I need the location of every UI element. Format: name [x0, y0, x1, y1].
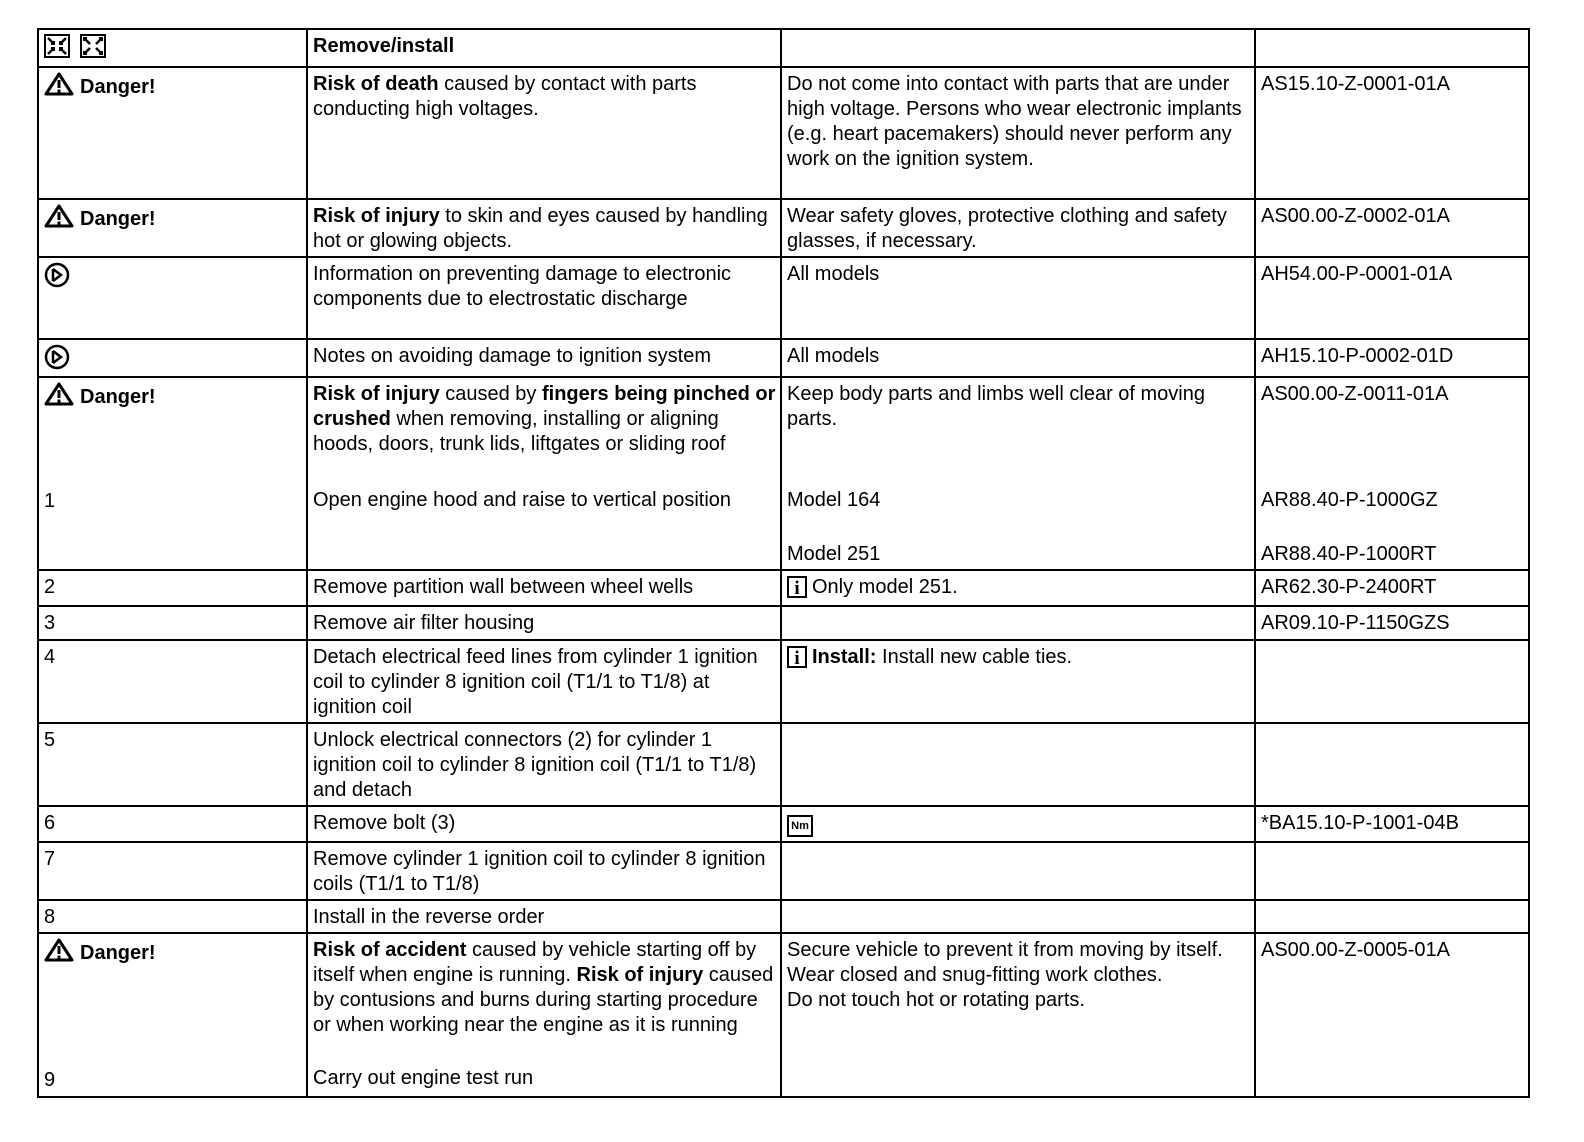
step-row: 8 Install in the reverse order	[38, 900, 1529, 933]
info-row: Notes on avoiding damage to ignition system All models AH15.10-P-0002-01D	[38, 339, 1529, 377]
procedure-table	[37, 28, 1530, 1098]
danger-label: Danger!	[80, 386, 156, 408]
note-cell: Wear safety gloves, protective clothing and safety glasses, if necessary.	[781, 199, 1255, 257]
step-row: 2 Remove partition wall between wheel wells i Only model 251. AR62.30-P-2400RT	[38, 570, 1529, 606]
step-number: 5	[38, 723, 307, 806]
warning-triangle-icon	[44, 204, 74, 228]
header-icons	[38, 29, 307, 67]
info-row: Information on preventing damage to electronic components due to electrostatic discharge All models AH54.00-P-0001-01A	[38, 257, 1529, 339]
warning-triangle-icon	[44, 72, 74, 96]
ref-link[interactable]: AS00.00-Z-0005-01A	[1255, 933, 1529, 1097]
ref-link[interactable]: AR88.40-P-1000RT	[1261, 543, 1437, 565]
danger-step-row: Danger! 9 Risk of accident caused by vehicle starting off by itself when engine is running. Risk of injury caused by contusions and burns during starting procedure or when working near the engine as it is running Carry out engine test run Secure vehicle to prevent it from moving by itself. Wear closed and snug-fitting work clothes. Do not touch hot or rotating parts. AS00.00-Z-0005-01A	[38, 933, 1529, 1097]
note-cell: Do not come into contact with parts that are under high voltage. Persons who wear electronic implants (e.g. heart pacemakers) should never perform any work on the ignition system.	[781, 67, 1255, 199]
step-number: 4	[38, 640, 307, 723]
ref-link[interactable]: AH15.10-P-0002-01D	[1255, 339, 1529, 377]
danger-step-row: Danger! 1 Risk of injury caused by fingers being pinched or crushed when removing, installing or aligning hoods, doors, trunk lids, liftgates or sliding roof Open engine hood and raise to vertical position Keep body parts and limbs well clear of moving parts. Model 164 Model 251 AS00.00-Z-0011-01A AR88.40-P-1000GZ AR88.40-P-1000RT	[38, 377, 1529, 570]
step-number: 6	[38, 806, 307, 842]
ref-link[interactable]: AS15.10-Z-0001-01A	[1255, 67, 1529, 199]
danger-label: Danger!	[80, 942, 156, 964]
note-cell: All models	[781, 257, 1255, 339]
step-number: 8	[38, 900, 307, 933]
step-number: 7	[38, 842, 307, 900]
warning-triangle-icon	[44, 938, 74, 962]
step-row: 4 Detach electrical feed lines from cylinder 1 ignition coil to cylinder 8 ignition coil (T1/1 to T1/8) at ignition coil i Install: Install new cable ties.	[38, 640, 1529, 723]
step-row: 7 Remove cylinder 1 ignition coil to cylinder 8 ignition coils (T1/1 to T1/8)	[38, 842, 1529, 900]
step-number: 3	[38, 606, 307, 640]
step-row: 6 Remove bolt (3) Nm *BA15.10-P-1001-04B	[38, 806, 1529, 842]
step-number: 9	[44, 1069, 56, 1091]
danger-label: Danger!	[80, 76, 156, 98]
damage-notice-icon	[44, 262, 70, 288]
install-icon	[80, 34, 106, 58]
ref-link[interactable]: AS00.00-Z-0011-01A	[1261, 383, 1449, 405]
ref-link[interactable]: *BA15.10-P-1001-04B	[1255, 806, 1529, 842]
ref-link[interactable]: AR88.40-P-1000GZ	[1261, 489, 1438, 511]
note-cell: Keep body parts and limbs well clear of moving parts.	[787, 383, 1205, 430]
step-row: 5 Unlock electrical connectors (2) for cylinder 1 ignition coil to cylinder 8 ignition coil (T1/1 to T1/8) and detach	[38, 723, 1529, 806]
info-note-icon: i	[787, 576, 807, 598]
danger-label: Danger!	[80, 208, 156, 230]
ref-link[interactable]: AH54.00-P-0001-01A	[1255, 257, 1529, 339]
torque-icon: Nm	[787, 815, 813, 837]
info-note-icon: i	[787, 646, 807, 668]
ref-link[interactable]: AS00.00-Z-0002-01A	[1255, 199, 1529, 257]
damage-notice-icon	[44, 344, 70, 370]
ref-link[interactable]: AR09.10-P-1150GZS	[1255, 606, 1529, 640]
header-row	[38, 29, 1529, 67]
note-cell: All models	[781, 339, 1255, 377]
note-cell: Secure vehicle to prevent it from moving by itself. Wear closed and snug-fitting work clothes. Do not touch hot or rotating parts.	[787, 939, 1223, 1011]
step-row: 3 Remove air filter housing AR09.10-P-1150GZS	[38, 606, 1529, 640]
ref-link[interactable]: AR62.30-P-2400RT	[1255, 570, 1529, 606]
danger-row: Danger! Risk of death caused by contact with parts conducting high voltages. Do not come into contact with parts that are under high voltage. Persons who wear electronic implants (e.g. heart pacemakers) should never perform any work on the ignition system. AS15.10-Z-0001-01A	[38, 67, 1529, 199]
step-number: 2	[38, 570, 307, 606]
page-title: Remove/install	[307, 29, 781, 67]
warning-triangle-icon	[44, 382, 74, 406]
remove-icon	[44, 34, 70, 58]
step-number: 1	[44, 490, 56, 512]
danger-row: Danger! Risk of injury to skin and eyes caused by handling hot or glowing objects. Wear safety gloves, protective clothing and safety glasses, if necessary. AS00.00-Z-0002-01A	[38, 199, 1529, 257]
